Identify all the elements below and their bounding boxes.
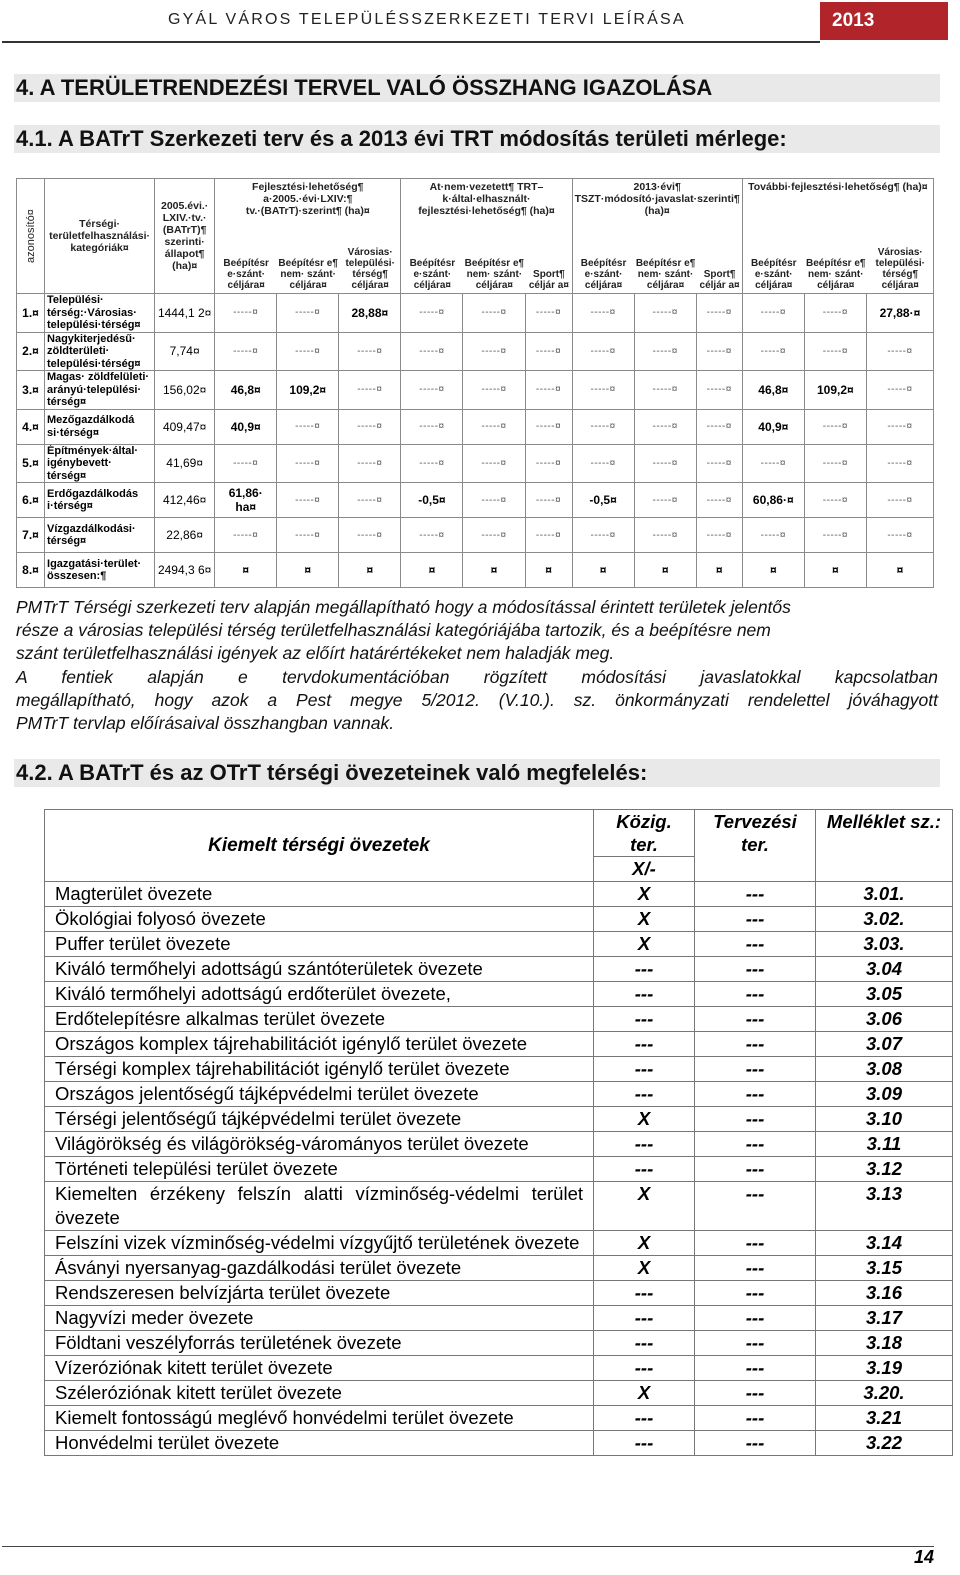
row-value-cell: -----¤ <box>742 332 804 371</box>
zone-name: Vízeróziónak kitett terület övezete <box>45 1356 594 1381</box>
land-balance-body <box>17 294 934 588</box>
row-value-cell: ¤ <box>401 553 463 588</box>
zone-name: Erdőtelepítésre alkalmas terület övezete <box>45 1007 594 1032</box>
zone-admin-flag: --- <box>594 1057 695 1082</box>
row-value-cell: -----¤ <box>525 294 572 333</box>
row-value-cell: -----¤ <box>572 371 634 410</box>
zone-name: Országos komplex tájrehabilitációt igénylő terület övezete <box>45 1032 594 1057</box>
zone-plan-flag: --- <box>695 1107 816 1132</box>
row-value-cell: -----¤ <box>696 294 742 333</box>
row-value-cell: -----¤ <box>804 518 866 553</box>
zone-name: Világörökség és világörökség-várományos terület övezete <box>45 1132 594 1157</box>
zone-plan-flag: --- <box>695 1057 816 1082</box>
row-value-cell: -----¤ <box>215 332 277 371</box>
row-value-cell: -----¤ <box>401 371 463 410</box>
zone-admin-flag: X <box>594 882 695 907</box>
row-value-cell: -----¤ <box>572 294 634 333</box>
row-value-cell: -----¤ <box>572 444 634 483</box>
row-value-cell: -----¤ <box>339 444 401 483</box>
paragraph-pmtrt-1 <box>16 596 938 665</box>
row-value-cell: -----¤ <box>804 483 866 518</box>
zone-plan-flag: --- <box>695 1281 816 1306</box>
row-value-cell: 40,9¤ <box>742 409 804 444</box>
row-value-cell: -----¤ <box>866 518 933 553</box>
row-category: Igazgatási·terület· összesen:¶ <box>45 553 155 588</box>
text-line: A fentiek alapján e tervdokumentációban rögzített módosítási javaslatokkal kapcsolatban <box>16 667 938 687</box>
zone-plan-flag: --- <box>695 932 816 957</box>
zone-admin-flag: --- <box>594 1406 695 1431</box>
text-line: PMTrT tervlap előírásaival összhangban vannak. <box>16 713 395 733</box>
row-value-cell: -----¤ <box>804 409 866 444</box>
zone-name: Ásványi nyersanyag-gazdálkodási terület övezete <box>45 1256 594 1281</box>
zone-row <box>45 1157 953 1182</box>
zone-row <box>45 1132 953 1157</box>
col-group-dev-batrt: Fejlesztési·lehetőség¶ a·2005.·évi·LXIV:¶ tv.·(BATrT)·szerint¶ (ha)¤ Beépítésr e·szánt· céljára¤ Beépítésr e¶ nem· szánt· céljára¤ Városias· települési· térség¶ céljára¤ <box>215 179 401 294</box>
zone-plan-flag: --- <box>695 1157 816 1182</box>
row-value-cell: 46,8¤ <box>215 371 277 410</box>
row-category: Erdőgazdálkodás i·térség¤ <box>45 483 155 518</box>
row-id: 2.¤ <box>17 332 45 371</box>
row-state-value: 7,74¤ <box>155 332 215 371</box>
zone-row <box>45 1281 953 1306</box>
row-value-cell: -----¤ <box>339 332 401 371</box>
zone-admin-flag: X <box>594 907 695 932</box>
zone-plan-flag: --- <box>695 1231 816 1256</box>
zone-annex-number: 3.04 <box>816 957 953 982</box>
row-value-cell: -----¤ <box>277 409 339 444</box>
zone-name: Kiváló termőhelyi adottságú erdőterület övezete, <box>45 982 594 1007</box>
zone-admin-flag: --- <box>594 1132 695 1157</box>
row-value-cell: -----¤ <box>215 294 277 333</box>
row-category: Vízgazdálkodási· térség¤ <box>45 518 155 553</box>
text-line: szánt területfelhasználási igények az előírt határértékeket nem haladják meg. <box>16 643 615 663</box>
zones-col-head-admin: Közig. ter. <box>594 810 695 857</box>
zones-col-sub-annex <box>816 857 953 882</box>
row-value-cell: -----¤ <box>525 371 572 410</box>
row-value-cell: -----¤ <box>525 332 572 371</box>
row-value-cell: -----¤ <box>339 518 401 553</box>
row-id: 4.¤ <box>17 409 45 444</box>
col-group-2013-proposal: 2013·évi¶ TSZT·módosító·javaslat·szerinti¶ (ha)¤ Beépítésr e·szánt· céljára¤ Beépítésr e¶ nem· szánt· céljára¤ Sport¶ céljár a¤ <box>572 179 742 294</box>
row-value-cell: -----¤ <box>463 294 525 333</box>
row-value-cell: -----¤ <box>525 409 572 444</box>
zone-row <box>45 982 953 1007</box>
row-value-cell: -----¤ <box>277 518 339 553</box>
zone-name: Felszíni vizek vízminőség-védelmi vízgyűjtő területének övezete <box>45 1231 594 1256</box>
zone-annex-number: 3.10 <box>816 1107 953 1132</box>
row-value-cell: -----¤ <box>401 294 463 333</box>
zone-row <box>45 1331 953 1356</box>
row-state-value: 409,47¤ <box>155 409 215 444</box>
row-value-cell: -----¤ <box>634 294 696 333</box>
row-value-cell: -----¤ <box>463 371 525 410</box>
page-number: 14 <box>914 1547 935 1567</box>
row-category: Nagykiterjedésű· zöldterületi· települési·térség¤ <box>45 332 155 371</box>
zone-admin-flag: X <box>594 1107 695 1132</box>
row-value-cell: -----¤ <box>463 332 525 371</box>
row-value-cell: -----¤ <box>463 483 525 518</box>
land-balance-row <box>17 294 934 333</box>
land-balance-row <box>17 409 934 444</box>
zone-row <box>45 1082 953 1107</box>
row-value-cell: ¤ <box>572 553 634 588</box>
land-balance-row <box>17 483 934 518</box>
row-value-cell: -----¤ <box>866 409 933 444</box>
col-group-used-trt: At·nem·vezetett¶ TRT–k·által·elhasznált· fejlesztési·lehetőség¶ (ha)¤ Beépítésr e·szánt· céljára¤ Beépítésr e¶ nem· szánt· céljára¤ Sport¶ céljár a¤ <box>401 179 572 294</box>
row-value-cell: -----¤ <box>215 518 277 553</box>
zone-row <box>45 1356 953 1381</box>
row-value-cell: -----¤ <box>277 444 339 483</box>
zone-name: Nagyvízi meder övezete <box>45 1306 594 1331</box>
zone-admin-flag: --- <box>594 982 695 1007</box>
row-category: Építmények·által· igénybevett· térség¤ <box>45 444 155 483</box>
row-value-cell: 109,2¤ <box>277 371 339 410</box>
row-value-cell: -0,5¤ <box>401 483 463 518</box>
zone-plan-flag: --- <box>695 1331 816 1356</box>
row-value-cell: ¤ <box>215 553 277 588</box>
zone-admin-flag: --- <box>594 1431 695 1456</box>
zones-col-head-plan: Tervezési ter. <box>695 810 816 857</box>
land-balance-table <box>16 178 934 588</box>
zone-admin-flag: X <box>594 1231 695 1256</box>
zone-annex-number: 3.08 <box>816 1057 953 1082</box>
row-value-cell: -----¤ <box>866 332 933 371</box>
row-value-cell: 27,88·¤ <box>866 294 933 333</box>
row-value-cell: ¤ <box>277 553 339 588</box>
zone-admin-flag: --- <box>594 1157 695 1182</box>
zone-plan-flag: --- <box>695 957 816 982</box>
zone-admin-flag: --- <box>594 1032 695 1057</box>
zones-col-head-name: Kiemelt térségi övezetek <box>45 810 594 882</box>
land-balance-row <box>17 518 934 553</box>
zone-annex-number: 3.16 <box>816 1281 953 1306</box>
row-value-cell: -----¤ <box>696 371 742 410</box>
row-id: 6.¤ <box>17 483 45 518</box>
document-title: GYÁL VÁROS TELEPÜLÉSSZERKEZETI TERVI LEÍRÁSA <box>168 11 686 28</box>
zone-name: Országos jelentőségű tájképvédelmi terület övezete <box>45 1082 594 1107</box>
row-value-cell: ¤ <box>525 553 572 588</box>
zone-name: Ökológiai folyosó övezete <box>45 907 594 932</box>
zone-admin-flag: X <box>594 932 695 957</box>
zone-annex-number: 3.05 <box>816 982 953 1007</box>
row-value-cell: -----¤ <box>525 444 572 483</box>
land-balance-row <box>17 371 934 410</box>
zones-col-sub-plan <box>695 857 816 882</box>
zone-admin-flag: X <box>594 1256 695 1281</box>
row-value-cell: -----¤ <box>215 444 277 483</box>
zone-row <box>45 1381 953 1406</box>
row-value-cell: -----¤ <box>572 409 634 444</box>
row-state-value: 2494,3 6¤ <box>155 553 215 588</box>
footer-rule <box>2 1546 934 1547</box>
row-value-cell: -----¤ <box>401 518 463 553</box>
zone-plan-flag: --- <box>695 1182 816 1231</box>
row-category: Települési· térség:·Városias· települési·térség¤ <box>45 294 155 333</box>
row-value-cell: 46,8¤ <box>742 371 804 410</box>
zone-plan-flag: --- <box>695 1082 816 1107</box>
row-value-cell: -----¤ <box>804 294 866 333</box>
zone-annex-number: 3.20. <box>816 1381 953 1406</box>
zone-annex-number: 3.01. <box>816 882 953 907</box>
row-value-cell: -----¤ <box>401 409 463 444</box>
header-rule <box>2 41 820 43</box>
row-value-cell: 28,88¤ <box>339 294 401 333</box>
row-id: 1.¤ <box>17 294 45 333</box>
row-value-cell: 61,86· ha¤ <box>215 483 277 518</box>
zone-name: Honvédelmi terület övezete <box>45 1431 594 1456</box>
row-value-cell: -----¤ <box>634 483 696 518</box>
zone-plan-flag: --- <box>695 1356 816 1381</box>
text-line: része a városias települési térség területfelhasználási kategóriájába tartozik, és a beépítésre nem <box>16 620 771 640</box>
zone-name: Széleróziónak kitett terület övezete <box>45 1381 594 1406</box>
row-category: Magas· zöldfelületi· arányú·települési· térség¤ <box>45 371 155 410</box>
zone-admin-flag: --- <box>594 957 695 982</box>
zone-annex-number: 3.02. <box>816 907 953 932</box>
zone-annex-number: 3.17 <box>816 1306 953 1331</box>
col-head-id: azonosító¤ <box>17 179 45 294</box>
row-id: 3.¤ <box>17 371 45 410</box>
zone-row <box>45 1231 953 1256</box>
row-value-cell: 60,86·¤ <box>742 483 804 518</box>
zone-admin-flag: --- <box>594 1082 695 1107</box>
zone-annex-number: 3.18 <box>816 1331 953 1356</box>
row-value-cell: ¤ <box>634 553 696 588</box>
zone-row <box>45 1182 953 1231</box>
zones-table-body <box>45 882 953 1456</box>
section-heading-4-1: 4.1. A BATrT Szerkezeti terv és a 2013 évi TRT módosítás területi mérlege: <box>14 125 940 153</box>
row-value-cell: -----¤ <box>634 518 696 553</box>
row-value-cell: -----¤ <box>866 444 933 483</box>
row-value-cell: -----¤ <box>634 409 696 444</box>
zone-admin-flag: --- <box>594 1356 695 1381</box>
row-value-cell: -----¤ <box>742 518 804 553</box>
row-value-cell: -----¤ <box>277 483 339 518</box>
row-value-cell: 40,9¤ <box>215 409 277 444</box>
zone-annex-number: 3.19 <box>816 1356 953 1381</box>
row-state-value: 156,02¤ <box>155 371 215 410</box>
row-state-value: 1444,1 2¤ <box>155 294 215 333</box>
land-balance-row <box>17 444 934 483</box>
row-value-cell: -----¤ <box>804 332 866 371</box>
row-value-cell: -----¤ <box>401 444 463 483</box>
row-value-cell: -----¤ <box>634 371 696 410</box>
row-value-cell: -----¤ <box>339 409 401 444</box>
zone-admin-flag: X <box>594 1381 695 1406</box>
row-value-cell: -----¤ <box>696 409 742 444</box>
row-category: Mezőgazdálkodá si·térség¤ <box>45 409 155 444</box>
zone-name: Rendszeresen belvízjárta terület övezete <box>45 1281 594 1306</box>
zone-row <box>45 957 953 982</box>
zone-annex-number: 3.07 <box>816 1032 953 1057</box>
row-value-cell: -----¤ <box>277 332 339 371</box>
row-value-cell: -----¤ <box>339 371 401 410</box>
row-value-cell: -----¤ <box>696 483 742 518</box>
zone-name: Térségi komplex tájrehabilitációt igénylő terület övezete <box>45 1057 594 1082</box>
zone-row <box>45 1007 953 1032</box>
zone-admin-flag: X <box>594 1182 695 1231</box>
zone-plan-flag: --- <box>695 882 816 907</box>
zone-name: Történeti települési terület övezete <box>45 1157 594 1182</box>
row-value-cell: -----¤ <box>742 444 804 483</box>
row-value-cell: -----¤ <box>572 332 634 371</box>
zone-annex-number: 3.21 <box>816 1406 953 1431</box>
row-value-cell: ¤ <box>804 553 866 588</box>
zone-row <box>45 1057 953 1082</box>
row-value-cell: -----¤ <box>634 332 696 371</box>
zone-row <box>45 932 953 957</box>
row-state-value: 41,69¤ <box>155 444 215 483</box>
zone-name: Kiemelten érzékeny felszín alatti vízminőség-védelmi terület övezete <box>45 1182 594 1231</box>
zones-table <box>44 809 953 1456</box>
section-heading-4-2: 4.2. A BATrT és az OTrT térségi övezeteinek való megfelelés: <box>14 759 940 787</box>
row-id: 7.¤ <box>17 518 45 553</box>
zone-name: Puffer terület övezete <box>45 932 594 957</box>
zone-admin-flag: --- <box>594 1281 695 1306</box>
zone-plan-flag: --- <box>695 1431 816 1456</box>
row-value-cell: -----¤ <box>634 444 696 483</box>
zone-plan-flag: --- <box>695 1256 816 1281</box>
row-value-cell: -----¤ <box>339 483 401 518</box>
zone-name: Térségi jelentőségű tájképvédelmi terület övezete <box>45 1107 594 1132</box>
zone-plan-flag: --- <box>695 1132 816 1157</box>
col-head-category: Térségi· területfelhasználási· kategóriák¤ <box>45 179 155 294</box>
row-value-cell: 109,2¤ <box>804 371 866 410</box>
zone-admin-flag: --- <box>594 1331 695 1356</box>
zone-plan-flag: --- <box>695 1032 816 1057</box>
row-value-cell: ¤ <box>866 553 933 588</box>
row-value-cell: -----¤ <box>463 409 525 444</box>
zone-annex-number: 3.14 <box>816 1231 953 1256</box>
zone-row <box>45 1107 953 1132</box>
zone-plan-flag: --- <box>695 1406 816 1431</box>
zone-row <box>45 1306 953 1331</box>
zone-row <box>45 1256 953 1281</box>
zone-row <box>45 1431 953 1456</box>
row-value-cell: -----¤ <box>866 371 933 410</box>
zone-name: Magterület övezete <box>45 882 594 907</box>
land-balance-table-image <box>16 178 934 590</box>
zone-name: Kiváló termőhelyi adottságú szántóterületek övezete <box>45 957 594 982</box>
zone-annex-number: 3.06 <box>816 1007 953 1032</box>
zone-plan-flag: --- <box>695 907 816 932</box>
row-value-cell: ¤ <box>696 553 742 588</box>
zone-plan-flag: --- <box>695 1007 816 1032</box>
land-balance-row <box>17 553 934 588</box>
row-value-cell: -----¤ <box>463 444 525 483</box>
page-header <box>0 0 960 42</box>
row-value-cell: -----¤ <box>696 518 742 553</box>
zone-name: Földtani veszélyforrás területének övezete <box>45 1331 594 1356</box>
zone-row <box>45 882 953 907</box>
row-value-cell: -----¤ <box>572 518 634 553</box>
year-badge: 2013 <box>820 2 948 40</box>
row-value-cell: -----¤ <box>525 518 572 553</box>
zone-plan-flag: --- <box>695 1306 816 1331</box>
zone-annex-number: 3.11 <box>816 1132 953 1157</box>
zone-annex-number: 3.13 <box>816 1182 953 1231</box>
row-id: 5.¤ <box>17 444 45 483</box>
land-balance-row <box>17 332 934 371</box>
zone-annex-number: 3.12 <box>816 1157 953 1182</box>
col-head-state: 2005.évi.· LXIV.·tv.· (BATrT)¶ szerinti· állapot¶ (ha)¤ <box>155 179 215 294</box>
zone-admin-flag: --- <box>594 1007 695 1032</box>
row-value-cell: -----¤ <box>866 483 933 518</box>
zone-plan-flag: --- <box>695 982 816 1007</box>
row-value-cell: -----¤ <box>525 483 572 518</box>
row-value-cell: ¤ <box>463 553 525 588</box>
row-value-cell: ¤ <box>339 553 401 588</box>
zone-admin-flag: --- <box>594 1306 695 1331</box>
row-value-cell: -----¤ <box>277 294 339 333</box>
row-value-cell: -----¤ <box>401 332 463 371</box>
zone-annex-number: 3.03. <box>816 932 953 957</box>
zones-col-sub-admin: X/- <box>594 857 695 882</box>
row-value-cell: ¤ <box>742 553 804 588</box>
row-value-cell: -----¤ <box>696 332 742 371</box>
row-value-cell: -----¤ <box>742 294 804 333</box>
row-value-cell: -----¤ <box>463 518 525 553</box>
zone-annex-number: 3.09 <box>816 1082 953 1107</box>
zone-row <box>45 1406 953 1431</box>
col-group-further-dev: További·fejlesztési·lehetőség¶ (ha)¤ Beépítésr e·szánt· céljára¤ Beépítésr e¶ nem· szánt· céljára¤ Városias· települési· térség¶ céljára¤ <box>742 179 933 294</box>
paragraph-pmtrt-2 <box>16 666 938 735</box>
zone-row <box>45 1032 953 1057</box>
row-value-cell: -----¤ <box>696 444 742 483</box>
text-line: megállapítható, hogy azok a Pest megye 5/2012. (V.10.). sz. önkormányzati rendelettel jóváhagyott <box>16 690 938 710</box>
zone-name: Kiemelt fontosságú meglévő honvédelmi terület övezete <box>45 1406 594 1431</box>
zone-annex-number: 3.22 <box>816 1431 953 1456</box>
row-value-cell: -0,5¤ <box>572 483 634 518</box>
zone-plan-flag: --- <box>695 1381 816 1406</box>
row-id: 8.¤ <box>17 553 45 588</box>
row-value-cell: -----¤ <box>804 444 866 483</box>
row-state-value: 22,86¤ <box>155 518 215 553</box>
section-heading-4: 4. A TERÜLETRENDEZÉSI TERVEL VALÓ ÖSSZHANG IGAZOLÁSA <box>14 74 940 102</box>
row-state-value: 412,46¤ <box>155 483 215 518</box>
zone-row <box>45 907 953 932</box>
text-line: PMTrT Térségi szerkezeti terv alapján megállapítható hogy a módosítással érintett területek jelentős <box>16 597 791 617</box>
zones-col-head-annex: Melléklet sz.: <box>816 810 953 857</box>
zone-annex-number: 3.15 <box>816 1256 953 1281</box>
